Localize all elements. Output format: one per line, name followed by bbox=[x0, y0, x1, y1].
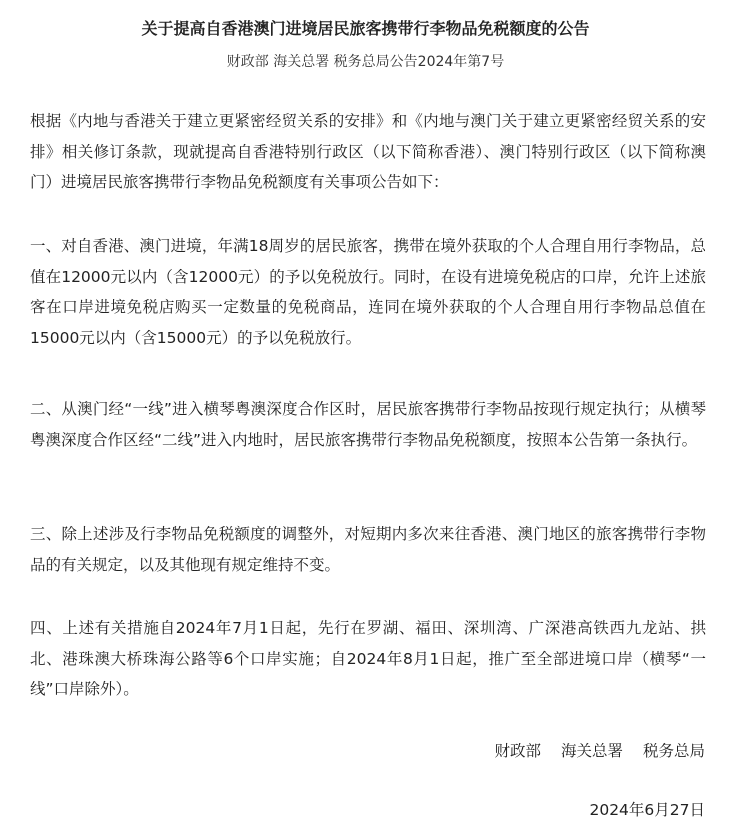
signatories bbox=[494, 736, 705, 766]
document-subtitle: 财政部 海关总署 税务总局公告2024年第7号 bbox=[226, 54, 505, 70]
paragraph-item-1: 一、对自香港、澳门进境，年满18周岁的居民旅客，携带在境外获取的个人合理自用行李物品，总值在12000元以内（含12000元）的予以免税放行。同时，在设有进境免税店的口岸，允许上述旅客在口岸进境免税店购买一定数量的免税商品，连同在境外获取的个人合理自用行李物品总值在15000元以内（含15000元）的予以免税放行。 bbox=[30, 237, 706, 347]
document-title: 关于提高自香港澳门进境居民旅客携带行李物品免税额度的公告 bbox=[141, 19, 590, 38]
paragraph-item-2: 二、从澳门经“一线”进入横琴粤澳深度合作区时，居民旅客携带行李物品按现行规定执行；从横琴粤澳深度合作区经“二线”进入内地时，居民旅客携带行李物品免税额度，按照本公告第一条执行。 bbox=[30, 400, 706, 449]
paragraph-intro: 根据《内地与香港关于建立更紧密经贸关系的安排》和《内地与澳门关于建立更紧密经贸关系的安排》相关修订条款，现就提高自香港特别行政区（以下简称香港）、澳门特别行政区（以下简称澳门）进境居民旅客携带行李物品免税额度有关事项公告如下： bbox=[30, 112, 706, 191]
signatory-tax-administration: 税务总局 bbox=[642, 742, 705, 760]
paragraph-item-4: 四、上述有关措施自2024年7月1日起，先行在罗湖、福田、深圳湾、广深港高铁西九龙站、拱北、港珠澳大桥珠海公路等6个口岸实施；自2024年8月1日起，推广至全部进境口岸（横琴“一线”口岸除外）。 bbox=[30, 619, 706, 698]
signatory-customs: 海关总署 bbox=[560, 742, 623, 760]
document-date: 2024年6月27日 bbox=[589, 801, 705, 819]
signatory-ministry-of-finance: 财政部 bbox=[494, 742, 541, 760]
paragraph-item-3: 三、除上述涉及行李物品免税额度的调整外，对短期内多次来往香港、澳门地区的旅客携带行李物品的有关规定，以及其他现有规定维持不变。 bbox=[30, 525, 706, 574]
